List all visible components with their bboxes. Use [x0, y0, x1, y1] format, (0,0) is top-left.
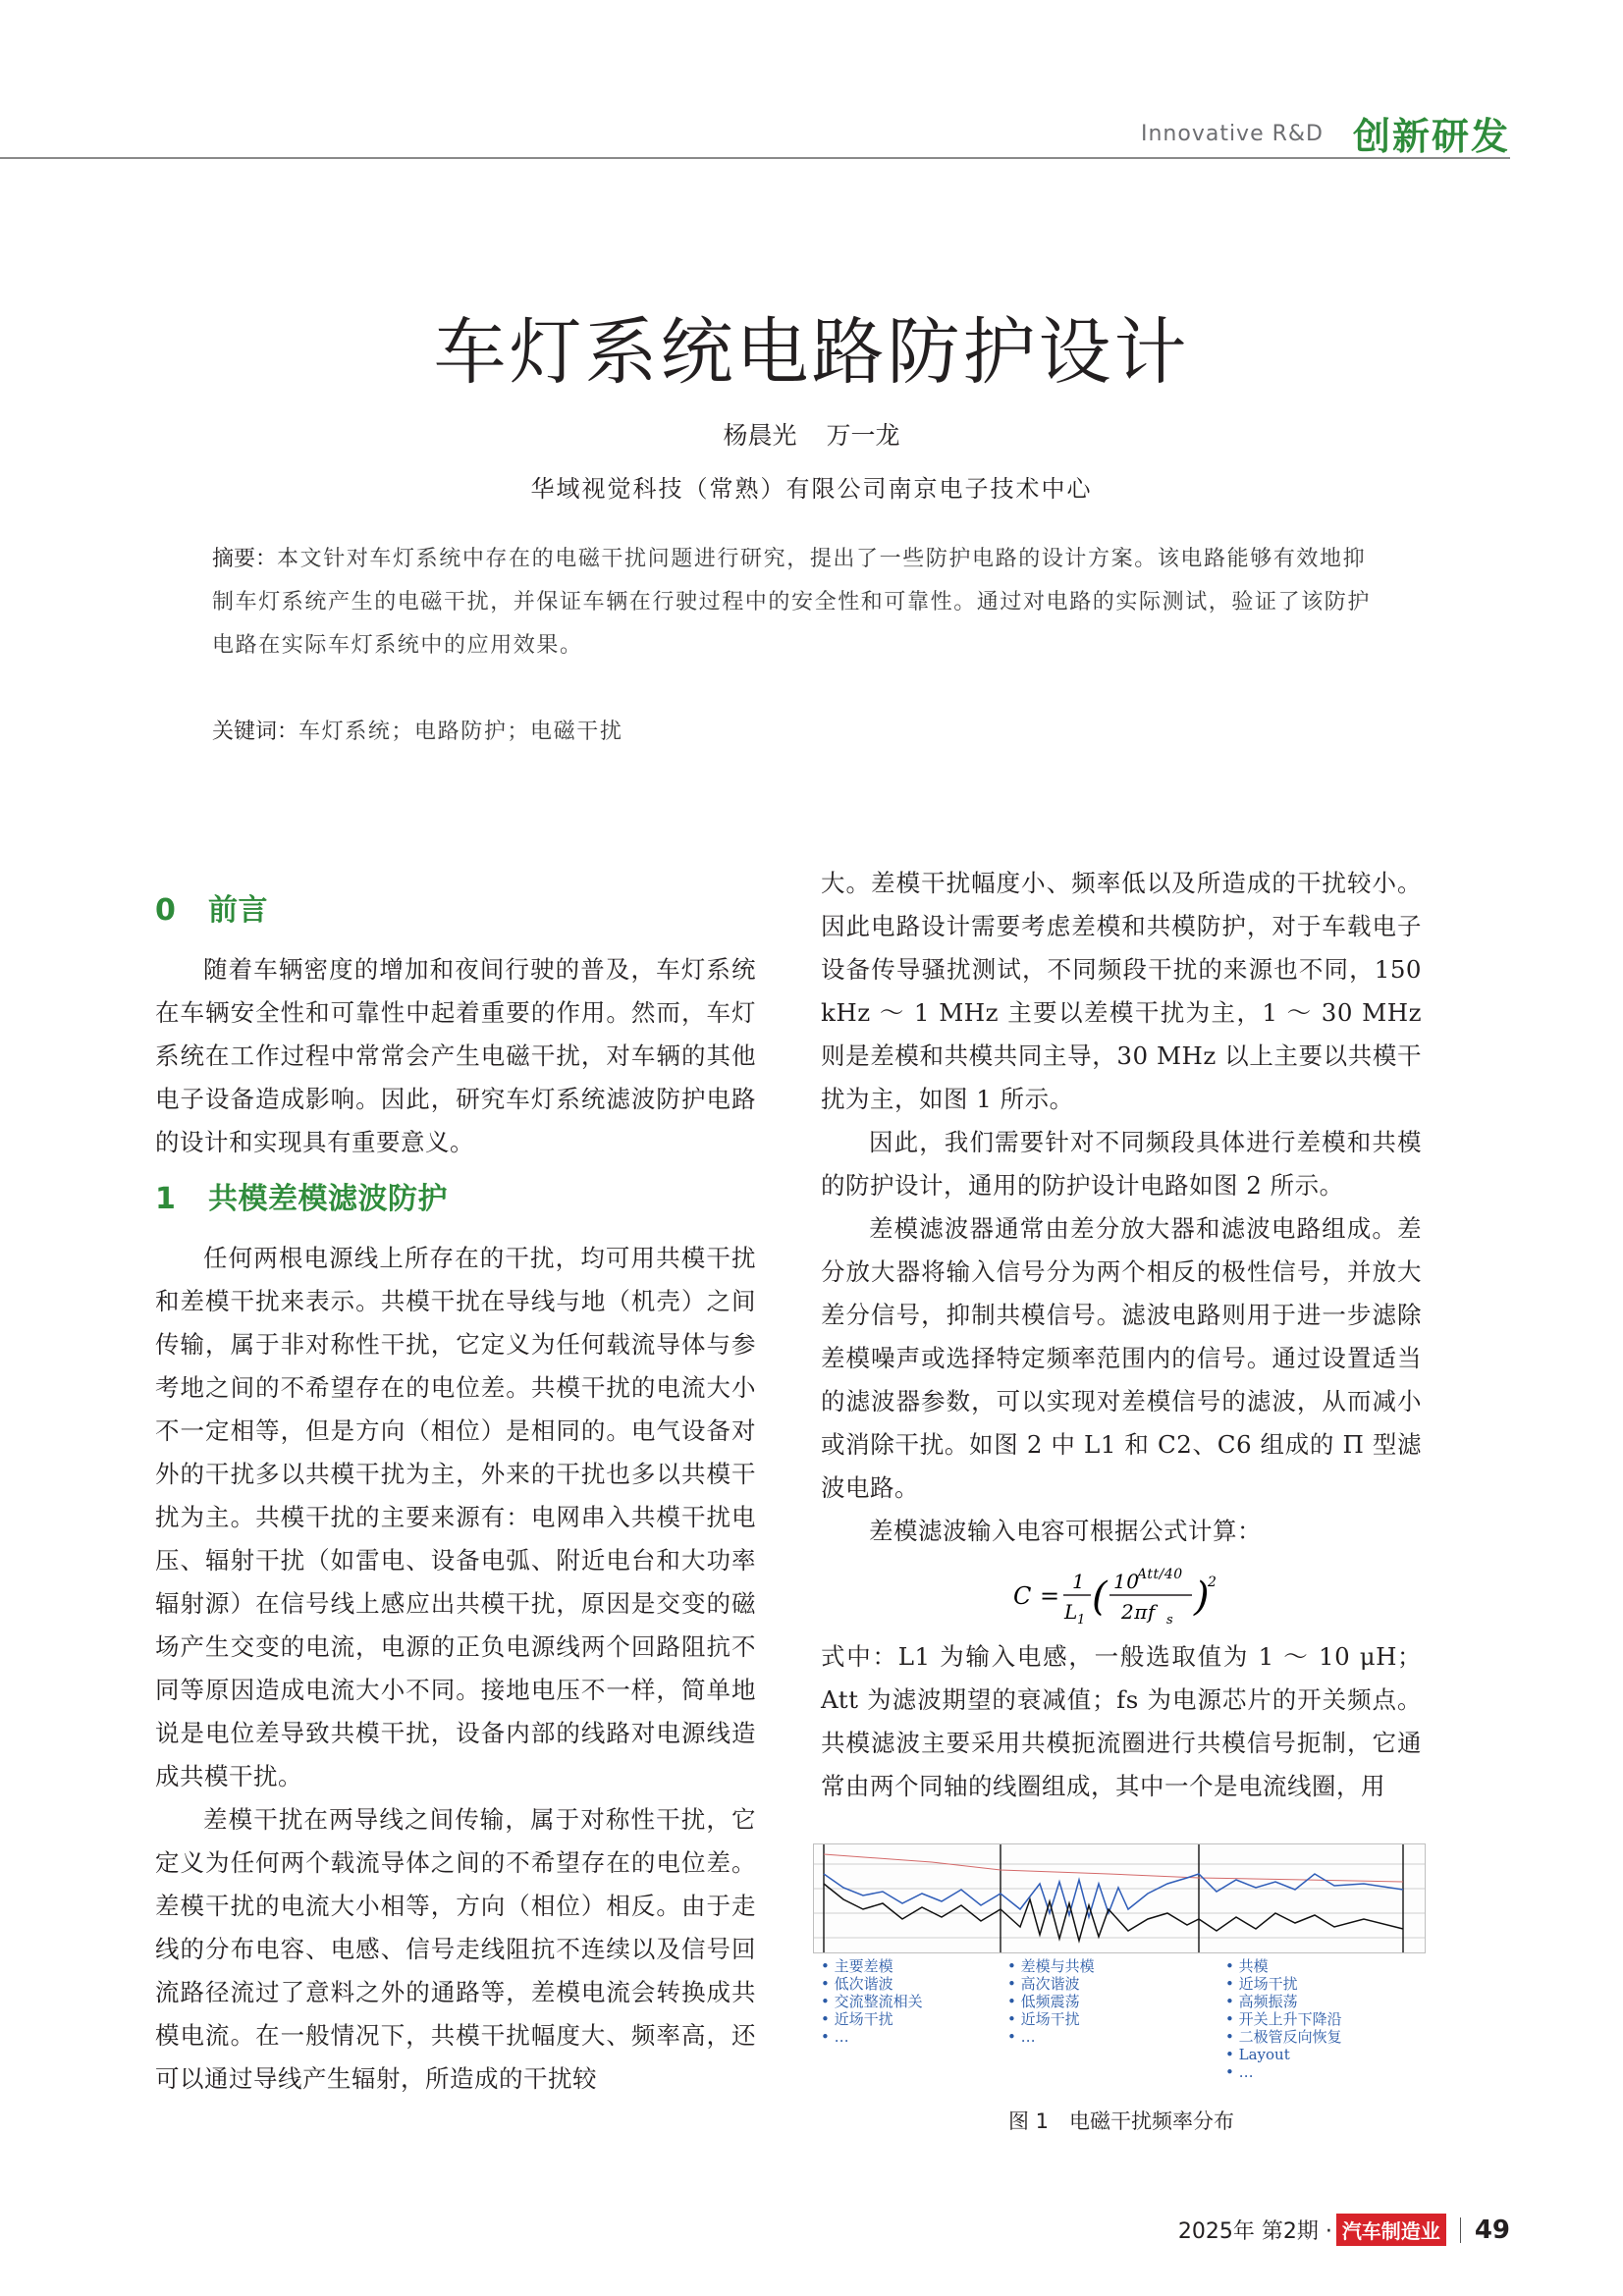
legend-item: • 低次谐波 — [821, 1975, 923, 1993]
authors: 杨晨光 万一龙 — [723, 421, 900, 450]
header-section-cn: 创新研发 — [1352, 115, 1510, 158]
legend-item: • 近场干扰 — [1225, 1975, 1342, 1993]
legend-item: • 高次谐波 — [1007, 1975, 1095, 1993]
section-1-paragraph-1: 任何两根电源线上所存在的干扰，均可用共模干扰和差模干扰来表示。共模干扰在导线与地（机壳）之间传输，属于非对称性干扰，它定义为任何载流导体与参考地之间的不希望存在的电位差。共模干扰的电流大小不一定相等，但是方向（相位）是相同的。电气设备对外的干扰多以共模干扰为主，外来的干扰也多以共模干扰为主。共模干扰的主要来源有：电网串入共模干扰电压、辐射干扰（如雷电、设备电弧、附近电台和大功率辐射源）在信号线上感应出共模干扰，原因是交变的磁场产生交变的电流，电源的正负电源线两个回路阻抗不同等原因造成电流大小不同。接地电压不一样，简单地说是电位差导致共模干扰，设备内部的线路对电源线造成共模干扰。 — [155, 1244, 756, 1790]
affiliation: 华域视觉科技（常熟）有限公司南京电子技术中心 — [530, 475, 1093, 503]
figure-legend-low-band — [821, 1957, 923, 2046]
legend-item: • … — [1225, 2063, 1342, 2081]
section-1-heading — [155, 1178, 756, 1221]
formula-frac2-den: 2πf — [1121, 1600, 1156, 1624]
header-rule — [0, 157, 1510, 159]
formula-frac1-den: L — [1064, 1600, 1078, 1624]
formula-frac2-num: 10 — [1113, 1570, 1140, 1593]
page-number: 49 — [1474, 2215, 1510, 2245]
formula-svg — [821, 1563, 1422, 1628]
keywords-label: 关键词： — [212, 720, 299, 744]
abstract — [212, 538, 1371, 667]
right-paragraph-1: 大。差模干扰幅度小、频率低以及所造成的干扰较小。因此电路设计需要考虑差模和共模防护，对于车载电子设备传导骚扰测试，不同频段干扰的来源也不同，150 kHz ～ 1 MHz 主要以差模干扰为主，1 ～ 30 MHz 则是差模和共模共同主导，30 MHz 以上主要以共模干扰为主，如图 1 所示。 — [821, 869, 1422, 1113]
article-title: 车灯系统电路防护设计 — [433, 310, 1190, 395]
right-paragraph-3: 差模滤波器通常由差分放大器和滤波电路组成。差分放大器将输入信号分为两个相反的极性信号，并放大差分信号，抑制共模信号。滤波电路则用于进一步滤除差模噪声或选择特定频率范围内的信号。通过设置适当的滤波器参数，可以实现对差模信号的滤波，从而减小或消除干扰。如图 2 中 L1 和 C2、C6 组成的 Π 型滤波电路。 — [821, 1214, 1422, 1502]
footer-issue: 2025年 第2期 · — [1177, 2219, 1332, 2244]
legend-item: • 主要差模 — [821, 1957, 923, 1975]
formula-frac2-num-sup: Att/40 — [1137, 1567, 1183, 1582]
legend-item: • 开关上升下降沿 — [1225, 2010, 1342, 2028]
formula-paren-open: ( — [1092, 1575, 1109, 1620]
formula-paren-close: ) — [1194, 1575, 1211, 1620]
formula-frac1-num: 1 — [1072, 1570, 1086, 1593]
figure-1-spectrum — [813, 1843, 1426, 1953]
right-paragraph-2: 因此，我们需要针对不同频段具体进行差模和共模的防护设计，通用的防护设计电路如图 2 所示。 — [821, 1128, 1422, 1200]
legend-item: • 近场干扰 — [821, 2010, 923, 2028]
header-section-en: Innovative R&D — [1140, 122, 1324, 146]
legend-item: • 共模 — [1225, 1957, 1342, 1975]
keywords-text: 车灯系统；电路防护；电磁干扰 — [298, 720, 623, 744]
section-0-title: 前言 — [208, 893, 268, 928]
right-paragraph-4: 差模滤波输入电容可根据公式计算： — [869, 1517, 1262, 1545]
section-1-number: 1 — [155, 1182, 177, 1216]
section-0-heading — [155, 889, 756, 933]
figure-legend-high-band — [1225, 1957, 1342, 2081]
legend-item: • … — [821, 2028, 923, 2046]
legend-item: • 交流整流相关 — [821, 1993, 923, 2010]
section-0-number: 0 — [155, 893, 177, 928]
legend-item: • … — [1007, 2028, 1095, 2046]
formula-frac2-den-sub: s — [1166, 1613, 1174, 1628]
magazine-logo: 汽车制造业 — [1336, 2214, 1446, 2246]
page-footer — [1178, 2214, 1510, 2246]
section-0-paragraph: 随着车辆密度的增加和夜间行驶的普及，车灯系统在车辆安全性和可靠性中起着重要的作用。然而，车灯系统在工作过程中常常会产生电磁干扰，对车辆的其他电子设备造成影响。因此，研究车灯系统滤波防护电路的设计和实现具有重要意义。 — [155, 955, 756, 1156]
right-column — [821, 862, 1422, 1808]
formula-frac1-den-sub: 1 — [1077, 1613, 1086, 1628]
figure-legend-mid-band — [1007, 1957, 1095, 2046]
legend-item: • 二极管反向恢复 — [1225, 2028, 1342, 2046]
formula-exponent: 2 — [1208, 1575, 1217, 1590]
abstract-text: 本文针对车灯系统中存在的电磁干扰问题进行研究，提出了一些防护电路的设计方案。该电路能够有效地抑制车灯系统产生的电磁干扰，并保证车辆在行驶过程中的安全性和可靠性。通过对电路的实际测试，验证了该防护电路在实际车灯系统中的应用效果。 — [212, 547, 1372, 658]
formula-lhs: C = — [1013, 1582, 1060, 1610]
footer-divider — [1460, 2217, 1461, 2243]
figure-1-caption: 图 1 电磁干扰频率分布 — [1007, 2109, 1235, 2133]
section-1-title: 共模差模滤波防护 — [208, 1182, 448, 1216]
abstract-label: 摘要： — [212, 547, 278, 571]
spectrum-plot — [814, 1844, 1425, 1952]
section-1-paragraph-2: 差模干扰在两导线之间传输，属于对称性干扰，它定义为任何两个载流导体之间的不希望存在的电位差。差模干扰的电流大小相等，方向（相位）相反。由于走线的分布电容、电感、信号走线阻抗不连续以及信号回流路径流过了意料之外的通路等，差模电流会转换成共模电流。在一般情况下，共模干扰幅度大、频率高，还可以通过导线产生辐射，所造成的干扰较 — [155, 1805, 756, 2093]
legend-item: • 差模与共模 — [1007, 1957, 1095, 1975]
legend-item: • 高频振荡 — [1225, 1993, 1342, 2010]
legend-item: • Layout — [1225, 2046, 1342, 2063]
keywords — [212, 715, 1371, 745]
capacitance-formula — [821, 1563, 1422, 1628]
right-paragraph-5: 式中：L1 为输入电感，一般选取值为 1 ～ 10 μH；Att 为滤波期望的衰减值；fs 为电源芯片的开关频点。共模滤波主要采用共模扼流圈进行共模信号扼制，它通常由两个同轴的线圈组成，其中一个是电流线圈，用 — [821, 1642, 1422, 1800]
legend-item: • 近场干扰 — [1007, 2010, 1095, 2028]
legend-item: • 低频震荡 — [1007, 1993, 1095, 2010]
left-column — [155, 889, 756, 2101]
